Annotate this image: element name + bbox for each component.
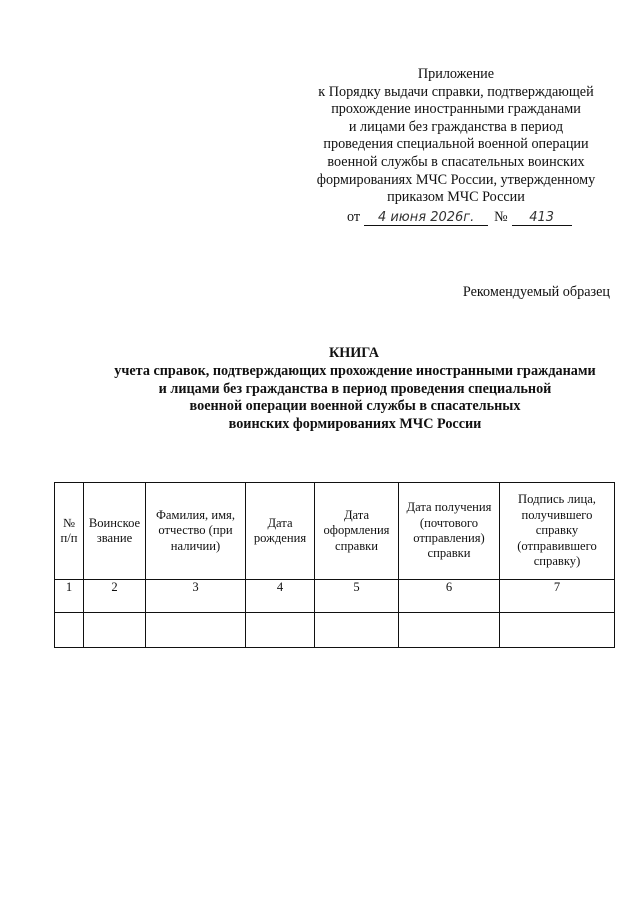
appendix-line: и лицами без гражданства в период — [348, 118, 564, 135]
empty-cell — [84, 613, 146, 648]
column-number-cell: 6 — [399, 580, 500, 613]
appendix-line: проведения специальной военной операции — [323, 136, 589, 153]
empty-cell — [315, 613, 399, 648]
column-number-cell: 4 — [246, 580, 315, 613]
header-rank: Воинское звание — [84, 483, 146, 580]
appendix-block — [300, 66, 612, 207]
appendix-heading: Приложение — [417, 66, 495, 82]
order-date-handwritten: 4 июня 2026г. — [364, 210, 488, 226]
order-reference — [347, 208, 587, 226]
empty-cell — [500, 613, 615, 648]
header-number: № п/п — [55, 483, 84, 580]
header-issue-date: Дата оформления справки — [315, 483, 399, 580]
empty-cell — [246, 613, 315, 648]
empty-cell — [399, 613, 500, 648]
column-number-cell: 7 — [500, 580, 615, 613]
book-subtitle-line: воинских формированиях МЧС России — [228, 415, 482, 432]
column-number-cell: 3 — [146, 580, 246, 613]
table-header-row — [55, 483, 615, 580]
column-number-cell: 5 — [315, 580, 399, 613]
register-table — [54, 482, 615, 648]
appendix-line: приказом МЧС России — [387, 189, 525, 206]
number-label: № — [494, 209, 508, 225]
column-number-cell: 1 — [55, 580, 84, 613]
appendix-line: к Порядку выдачи справки, подтверждающей — [318, 83, 594, 100]
header-signature: Подпись лица, получившего справку (отправившего справку) — [500, 483, 615, 580]
book-subtitle-line: учета справок, подтверждающих прохождение иностранными гражданами — [114, 363, 596, 379]
book-title: КНИГА — [328, 345, 380, 361]
book-subtitle — [60, 363, 640, 433]
from-label: от — [347, 209, 361, 225]
header-receipt-date: Дата получения (почтового отправления) справки — [399, 483, 500, 580]
appendix-line: прохождение иностранными гражданами — [331, 101, 581, 118]
book-subtitle-line: и лицами без гражданства в период проведения специальной — [158, 380, 552, 397]
appendix-line: формированиях МЧС России, утвержденному — [316, 171, 596, 188]
appendix-line: военной службы в спасательных воинских — [327, 153, 585, 170]
book-subtitle-line: военной операции военной службы в спасательных — [189, 398, 521, 415]
header-birth-date: Дата рождения — [246, 483, 315, 580]
order-number-handwritten: 413 — [512, 210, 572, 226]
empty-cell — [55, 613, 84, 648]
recommended-sample-label: Рекомендуемый образец — [462, 284, 610, 300]
column-number-cell: 2 — [84, 580, 146, 613]
header-full-name: Фамилия, имя, отчество (при наличии) — [146, 483, 246, 580]
table-row — [55, 613, 615, 648]
empty-cell — [146, 613, 246, 648]
column-number-row — [55, 580, 615, 613]
